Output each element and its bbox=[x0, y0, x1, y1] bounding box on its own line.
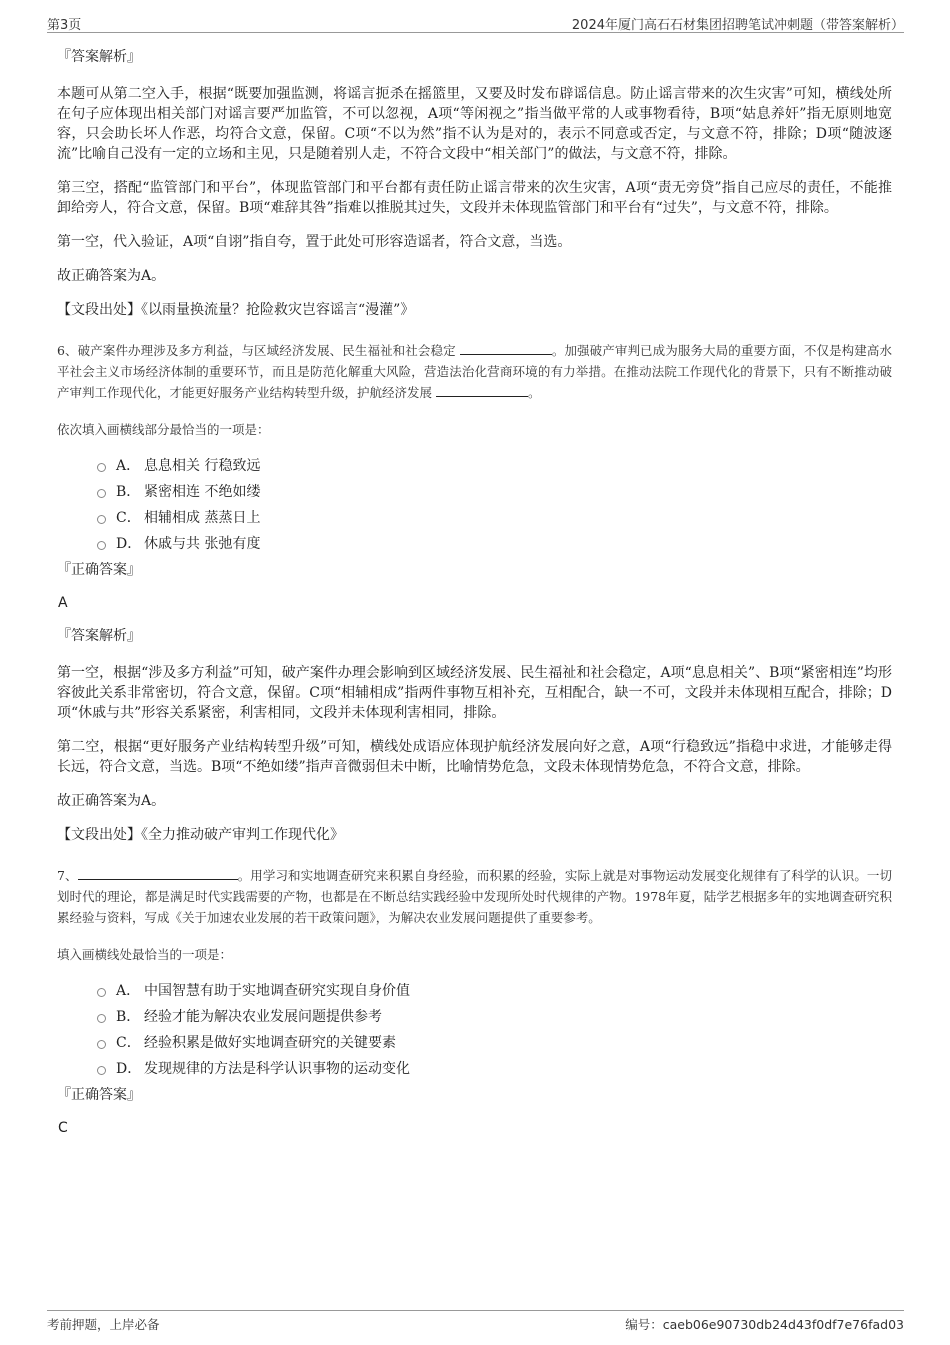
q6-answer-statement: 故正确答案为A。 bbox=[57, 793, 166, 809]
option-text: 发现规律的方法是科学认识事物的运动变化 bbox=[144, 1061, 410, 1077]
q6-answer-label: 『正确答案』 bbox=[57, 562, 141, 578]
option-letter: B． bbox=[116, 1009, 141, 1025]
q6-source: 【文段出处】《全力推动破产审判工作现代化》 bbox=[57, 827, 344, 843]
q7-answer: C bbox=[58, 1120, 68, 1136]
radio-icon[interactable] bbox=[97, 988, 106, 997]
option-letter: D． bbox=[116, 536, 142, 552]
q5-analysis-p1: 本题可从第二空入手，根据“既要加强监测，将谣言扼杀在摇篮里，又要及时发布辟谣信息。防止谣言带来的次生灾害”可知，横线处所在句子应体现出相关部门对谣言要严加监管，不可以忽视，A项“等闲视之”指当做平常的人或事物看待，B项“姑息养奸”指无原则地宽容，只会助长坏人作恶，均符合文意，保留。C项“不以为然”指不认为是对的，表示不同意或否定，与文意不符，排除；D项“随波逐流”比喻自己没有一定的立场和主见，只是随着别人走，不符合文段中“相关部门”的做法，与文意不符，排除。 bbox=[57, 86, 892, 162]
q7-options bbox=[97, 981, 892, 1079]
q6-option-c[interactable] bbox=[97, 508, 892, 528]
option-text: 经验才能为解决农业发展问题提供参考 bbox=[144, 1009, 382, 1025]
page-number: 第3页 bbox=[47, 18, 82, 33]
q7-blank bbox=[78, 867, 238, 880]
page-footer bbox=[47, 1310, 904, 1335]
q6-analysis-p1: 第一空，根据“涉及多方利益”可知，破产案件办理会影响到区域经济发展、民生福祉和社会稳定，A项“息息相关”、B项“紧密相连”均形容彼此关系非常密切，符合文意，保留。C项“相辅相成”指两件事物互相补充，互相配合，缺一不可，文段并未体现相互配合，排除；D项“休戚与共”形容关系紧密，利害相同，文段并未体现利害相同，排除。 bbox=[57, 665, 892, 721]
q5-analysis-label: 『答案解析』 bbox=[57, 49, 141, 65]
option-text: 息息相关 行稳致远 bbox=[144, 458, 261, 474]
q7-prompt: 填入画横线处最恰当的一项是： bbox=[57, 947, 233, 962]
q7-option-b[interactable] bbox=[97, 1007, 892, 1027]
option-letter: D． bbox=[116, 1061, 142, 1077]
q5-source: 【文段出处】《以雨量换流量？抢险救灾岂容谣言“漫灌”》 bbox=[57, 302, 415, 318]
q6-analysis-p2: 第二空，根据“更好服务产业结构转型升级”可知，横线处成语应体现护航经济发展向好之意，A项“行稳致远”指稳中求进，才能够走得长远，符合文意，当选。B项“不绝如缕”指声音微弱但未中断，比喻情势危急，文段未体现情势危急，不符合文意，排除。 bbox=[57, 739, 892, 775]
q6-text-part1: 6、破产案件办理涉及多方利益，与区域经济发展、民生福祉和社会稳定 bbox=[57, 343, 456, 358]
q6-text-part2: 。加强破产审判已成为服务大局的重要方面，不仅是构建高水平社会主义市场经济体制的重要环节，而且是防范化解重大风险，营造法治化营商环境的有力举措。在推动法院工作现代化的背景下，只有不断推动破产审判工作现代化，才能更好服务产业结构转型升级，护航经济发展 bbox=[57, 343, 892, 400]
q6-answer: A bbox=[58, 595, 68, 611]
footer-slogan: 考前押题，上岸必备 bbox=[47, 1317, 160, 1332]
option-letter: B． bbox=[116, 484, 141, 500]
q6-blank-1 bbox=[460, 342, 552, 355]
q6-blank-2 bbox=[436, 384, 528, 397]
option-text: 中国智慧有助于实地调查研究实现自身价值 bbox=[144, 983, 410, 999]
radio-icon[interactable] bbox=[97, 1040, 106, 1049]
q7-text: 。用学习和实地调查研究来积累自身经验，而积累的经验，实际上就是对事物运动发展变化规律有了科学的认识。一切划时代的理论，都是满足时代实践需要的产物，也都是在不断总结实践经验中发现所处时代规律的产物。1978年夏，陆学艺根据多年的实地调查研究积累经验与资料，写成《关于加速农业发展的若干政策问题》，为解决农业发展问题提供了重要参考。 bbox=[57, 868, 892, 925]
q7-number: 7、 bbox=[57, 868, 78, 883]
q7-question-text bbox=[57, 865, 892, 928]
q6-option-b[interactable] bbox=[97, 482, 892, 502]
radio-icon[interactable] bbox=[97, 1014, 106, 1023]
q7-option-c[interactable] bbox=[97, 1033, 892, 1053]
q7-option-d[interactable] bbox=[97, 1059, 892, 1079]
option-letter: A． bbox=[116, 458, 141, 474]
option-letter: C． bbox=[116, 510, 141, 526]
q5-analysis-p3: 第一空，代入验证，A项“自诩”指自夸，置于此处可形容造谣者，符合文意，当选。 bbox=[57, 234, 572, 250]
option-text: 相辅相成 蒸蒸日上 bbox=[144, 510, 261, 526]
q6-question-text bbox=[57, 340, 892, 403]
q6-text-part3: 。 bbox=[528, 385, 541, 400]
option-letter: A． bbox=[116, 983, 141, 999]
option-letter: C． bbox=[116, 1035, 141, 1051]
q6-options bbox=[97, 456, 892, 554]
option-text: 紧密相连 不绝如缕 bbox=[144, 484, 261, 500]
q6-analysis-label: 『答案解析』 bbox=[57, 628, 141, 644]
page-header bbox=[47, 10, 904, 33]
q7-option-a[interactable] bbox=[97, 981, 892, 1001]
q6-prompt: 依次填入画横线部分最恰当的一项是： bbox=[57, 422, 270, 437]
main-content bbox=[57, 42, 892, 1151]
radio-icon[interactable] bbox=[97, 463, 106, 472]
option-text: 经验积累是做好实地调查研究的关键要素 bbox=[144, 1035, 396, 1051]
q6-option-a[interactable] bbox=[97, 456, 892, 476]
footer-code: 编号：caeb06e90730db24d43f0df7e76fad03 bbox=[625, 1317, 904, 1332]
q5-analysis-p2: 第三空，搭配“监管部门和平台”，体现监管部门和平台都有责任防止谣言带来的次生灾害，A项“责无旁贷”指自己应尽的责任，不能推卸给旁人，符合文意，保留。B项“难辞其咎”指难以推脱其过失，文段并未体现监管部门和平台有“过失”，与文意不符，排除。 bbox=[57, 180, 892, 216]
radio-icon[interactable] bbox=[97, 541, 106, 550]
radio-icon[interactable] bbox=[97, 1066, 106, 1075]
q6-option-d[interactable] bbox=[97, 534, 892, 554]
option-text: 休戚与共 张弛有度 bbox=[144, 536, 261, 552]
radio-icon[interactable] bbox=[97, 515, 106, 524]
radio-icon[interactable] bbox=[97, 489, 106, 498]
q5-answer-statement: 故正确答案为A。 bbox=[57, 268, 166, 284]
document-title: 2024年厦门高石石材集团招聘笔试冲刺题（带答案解析） bbox=[571, 18, 904, 33]
q7-answer-label: 『正确答案』 bbox=[57, 1087, 141, 1103]
